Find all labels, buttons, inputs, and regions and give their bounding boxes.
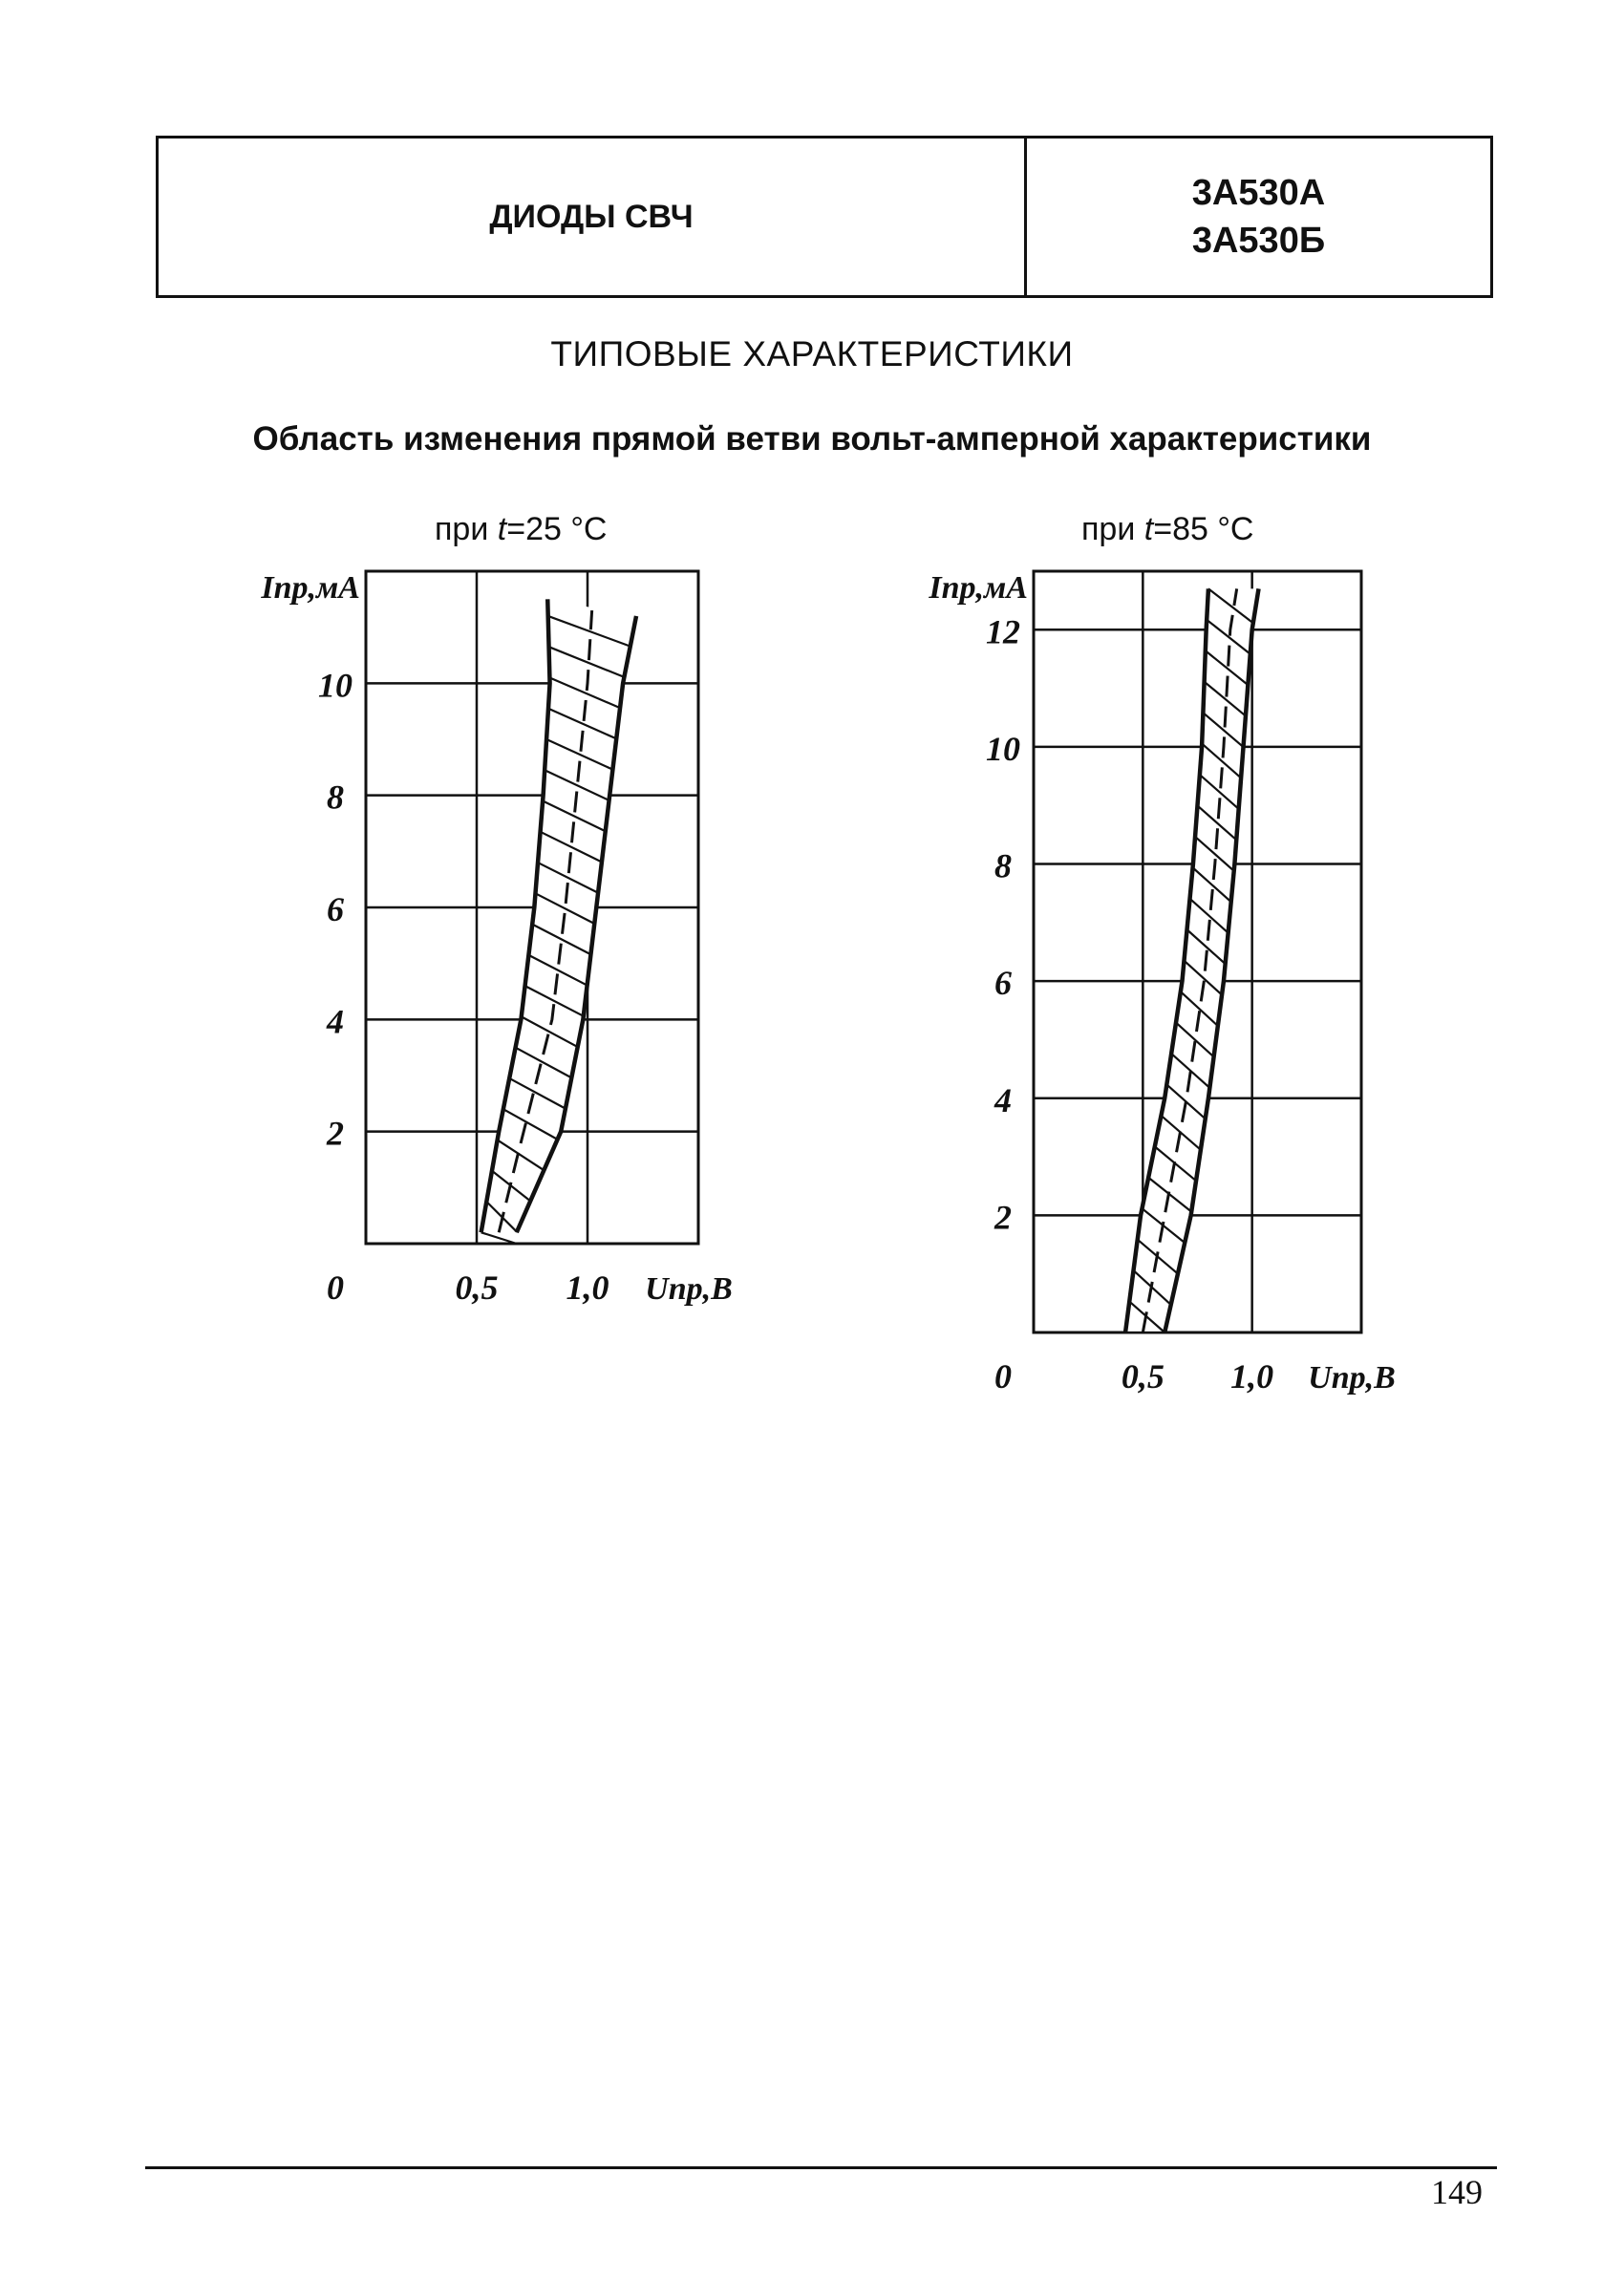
header-category: ДИОДЫ СВЧ bbox=[489, 198, 694, 235]
chart1-y-tick-label: 10 bbox=[318, 666, 353, 705]
chart2-y-tick-label: 10 bbox=[986, 729, 1020, 768]
chart-title: Область изменения прямой ветви вольт-амперной характеристики bbox=[252, 420, 1372, 458]
chart1-y-tick-label: 2 bbox=[327, 1114, 344, 1153]
chart2-origin-label: 0 bbox=[994, 1357, 1012, 1396]
chart1-y-axis-label: Iпр,мА bbox=[261, 570, 360, 606]
chart2-y-axis-label: Iпр,мА bbox=[929, 570, 1028, 606]
page-number: 149 bbox=[1431, 2173, 1483, 2211]
chart1-x-tick-label: 1,0 bbox=[566, 1268, 609, 1307]
chart2-y-tick-label: 8 bbox=[994, 846, 1012, 885]
chart2-caption-suffix: =85 °С bbox=[1153, 511, 1254, 547]
model-3a530b: 3А530Б bbox=[1191, 221, 1326, 261]
chart2-x-tick-label: 0,5 bbox=[1121, 1357, 1165, 1396]
chart1-y-tick-label: 4 bbox=[327, 1002, 344, 1041]
footer-rule bbox=[145, 2166, 1497, 2169]
chart1-hatch-line bbox=[481, 1232, 517, 1244]
chart1-x-axis-label: Uпр,В bbox=[645, 1271, 733, 1307]
chart1-origin-label: 0 bbox=[327, 1268, 344, 1307]
chart1-y-tick-label: 6 bbox=[327, 890, 344, 928]
model-3a530a: 3А530А bbox=[1191, 173, 1326, 213]
chart2-band-area bbox=[1125, 588, 1258, 1332]
chart1-caption-var: t bbox=[497, 511, 507, 547]
chart2-y-tick-label: 6 bbox=[994, 964, 1012, 1003]
chart2-y-tick-label: 2 bbox=[994, 1198, 1012, 1237]
chart2-x-axis-label: Uпр,В bbox=[1308, 1360, 1396, 1396]
section-title: ТИПОВЫЕ ХАРАКТЕРИСТИКИ bbox=[550, 334, 1074, 373]
chart1-x-tick-label: 0,5 bbox=[455, 1268, 499, 1307]
chart2-caption-prefix: при bbox=[1081, 511, 1144, 547]
chart1-y-tick-label: 8 bbox=[327, 778, 344, 817]
chart1-caption-suffix: =25 °С bbox=[506, 511, 608, 547]
chart1-caption-prefix: при bbox=[435, 511, 498, 547]
chart2-y-tick-label: 4 bbox=[994, 1080, 1012, 1119]
chart2-y-tick-label: 12 bbox=[986, 612, 1020, 651]
chart2-x-tick-label: 1,0 bbox=[1230, 1357, 1274, 1396]
chart2-caption-var: t bbox=[1143, 511, 1154, 547]
